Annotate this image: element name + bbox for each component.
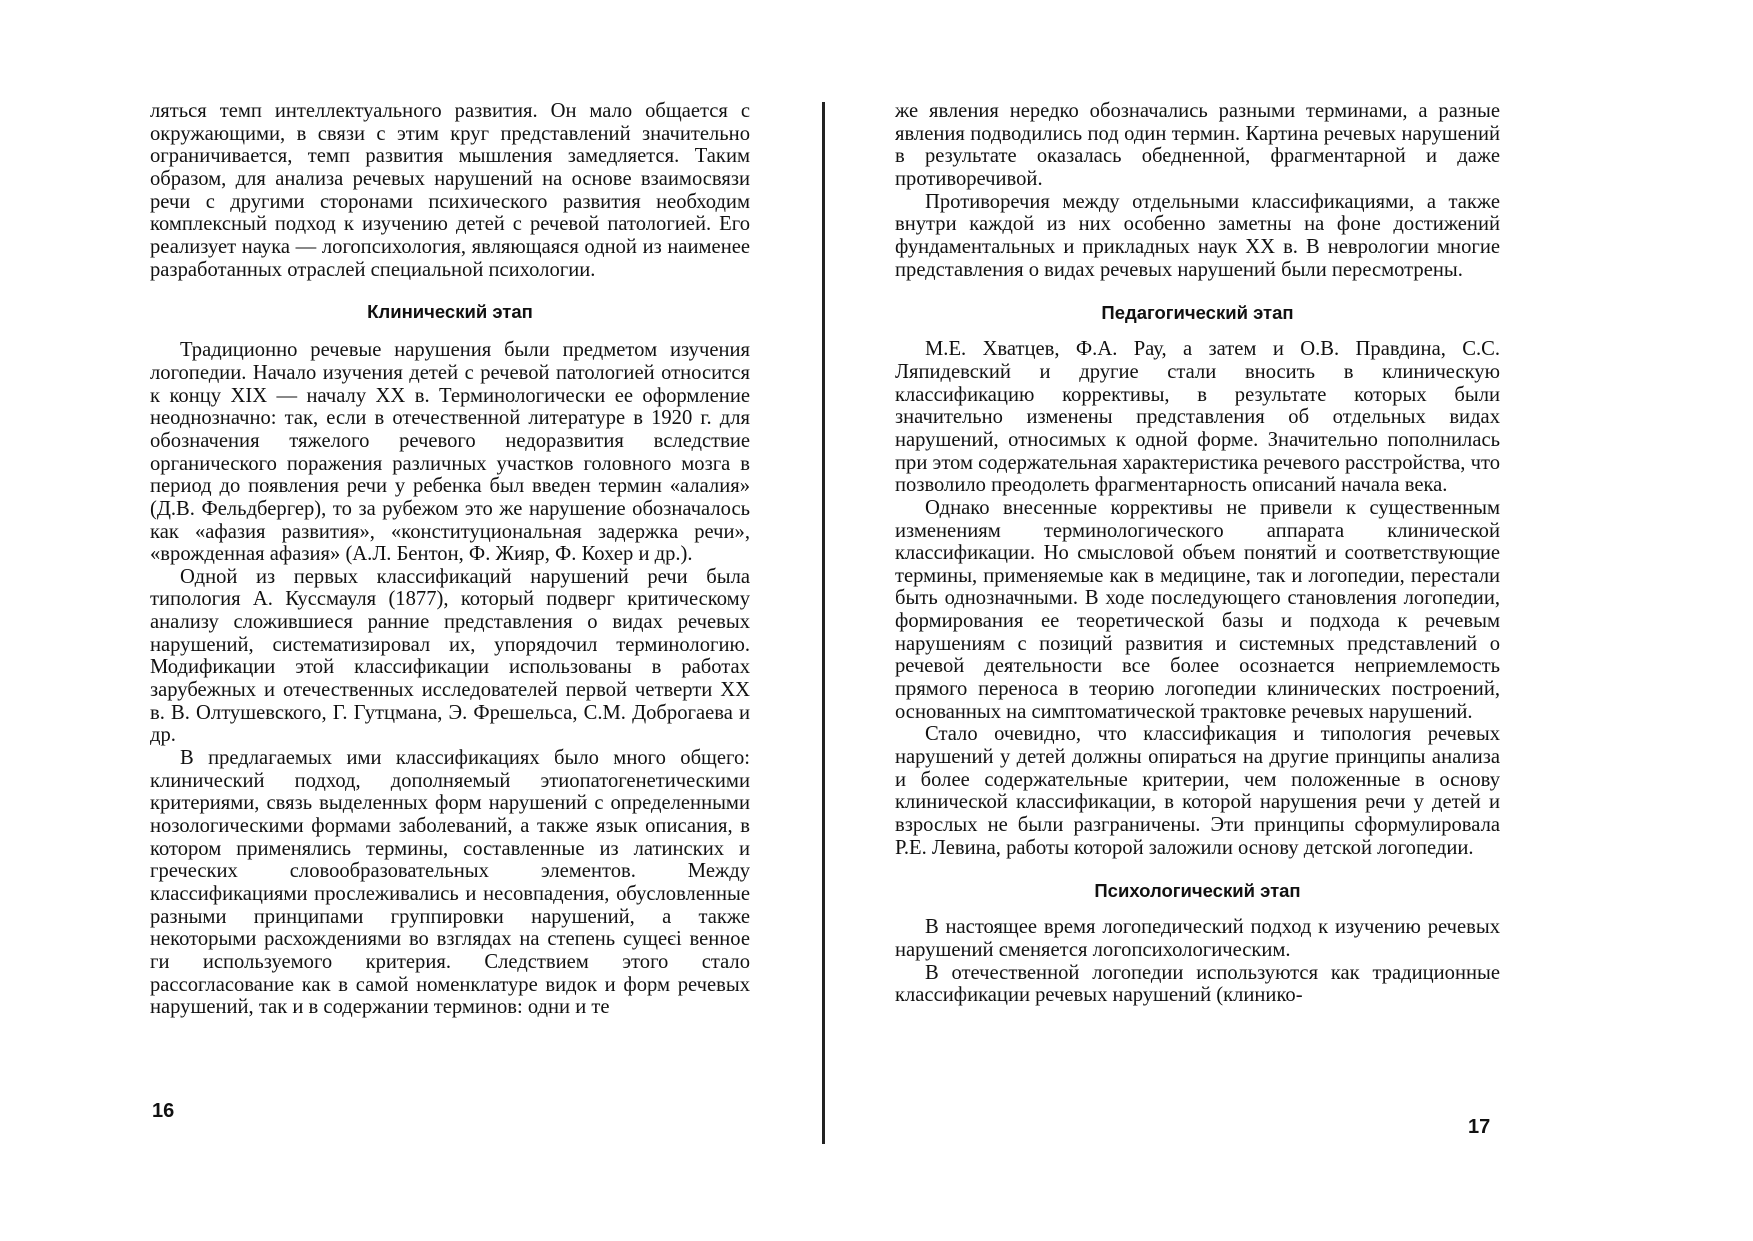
right-paragraph-5: В отечественной логопедии используются как традиционные классификации речевых нарушений (клинико- xyxy=(895,961,1500,1007)
left-paragraph-3: В предлагаемых ими классификациях было много общего: клинический подход, дополняемый этиопатогенетическими критериями, связь выделенных форм нарушений с определенными нозологическими формами заболеваний, а также язык описания, в котором применялись термины, составленные из латинских и греческих словообразовательных элементов. Между классификациями прослеживались и несовпадения, обусловленные разными принципами группировки нарушений, а также некоторыми расхождениями во взглядах на степень сущеєі венное ги используемого критерия. Следствием этого стало рассогласование как в самой номенклатуре видок и форм речевых нарушений, так и в содержании терминов: одни и те xyxy=(150,747,750,1019)
clinical-stage-heading: Клинический этап xyxy=(367,301,533,323)
right-paragraph-4: В настоящее время логопедический подход к изучению речевых нарушений сменяется логопсихологическим. xyxy=(895,916,1500,961)
right-paragraph-0: Противоречия между отдельными классификациями, а также внутри каждой из них особенно заметны на фоне достижений фундаментальных и прикладных наук XX в. В неврологии многие представления о видах речевых нарушений были пересмотрены. xyxy=(895,190,1500,281)
left-page-number: 16 xyxy=(152,1100,175,1122)
pedagogical-stage-heading: Педагогический этап xyxy=(1101,302,1294,324)
right-paragraph-3: Стало очевидно, что классификация и типология речевых нарушений у детей должны опираться на другие принципы анализа и более содержательные критерии, чем положенные в основу клинической классификации, в которой нарушения речи у детей и взрослых не были разграничены. Эти принципы сформулировала Р.Е. Левина, работы которой заложили основу детской логопедии. xyxy=(895,723,1500,859)
right-paragraph-1: М.Е. Хватцев, Ф.А. Рау, а затем и О.В. Правдина, С.С. Ляпидевский и другие стали вносить в клиническую классификацию коррективы, в результате которых были значительно изменены представления об отдельных видах нарушений, относимых к одной форме. Значительно пополнилась при этом содержательная характеристика речевого расстройства, что позволило преодолеть фрагментарность описаний начала века. xyxy=(895,338,1500,497)
right-page xyxy=(895,100,1500,1007)
left-intro-paragraph: ляться темп интеллектуального развития. Он мало общается с окружающими, в связи с этим круг представлений значительно ограничивается, темп развития мышления замедляется. Таким образом, для анализа речевых нарушений на основе взаимосвязи речи с другими сторонами психического развития необходим комплексный подход к изучению детей с речевой патологией. Его реализует наука — логопсихология, являющаяся одной из наименее разработанных отраслей специальной психологии. xyxy=(150,100,750,281)
right-intro-paragraph: же явления нередко обозначались разными терминами, а разные явления подводились под один термин. Картина речевых нарушений в результате оказалась обедненной, фрагментарной и даже противоречивой. xyxy=(895,100,1500,190)
right-paragraph-2: Однако внесенные коррективы не привели к существенным изменениям терминологического аппарата клинической классификации. Но смысловой объем понятий и соответствующие термины, применяемые как в медицине, так и логопедии, перестали быть однозначными. В ходе последующего становления логопедии, формирования ее теоретической базы и подхода к речевым нарушениям с позиций развития и системных представлений о речевой деятельности все более осознается неприемлемость прямого переноса в теорию логопедии клинических построений, основанных на симптоматической трактовке речевых нарушений. xyxy=(895,496,1500,723)
left-paragraph-2: Одной из первых классификаций нарушений речи была типология А. Куссмауля (1877), который подверг критическому анализу сложившиеся ранние представления о видах речевых нарушений, систематизировал их, упорядочил терминологию. Модификации этой классификации использованы в работах зарубежных и отечественных исследователей первой четверти XX в. В. Олтушевского, Г. Гутцмана, Э. Фрешельса, С.М. Доброгаева и др. xyxy=(150,565,750,747)
right-page-number: 17 xyxy=(1468,1116,1491,1138)
left-page xyxy=(150,100,750,1019)
psychological-stage-heading: Психологический этап xyxy=(1094,880,1301,902)
left-paragraph-1: Традиционно речевые нарушения были предметом изучения логопедии. Начало изучения детей с речевой патологией относится к концу XIX — началу XX в. Терминологически ее оформление неоднозначно: так, если в отечественной литературе в 1920 г. для обозначения тяжелого речевого недоразвития вследствие органического поражения различных участков головного мозга в период до появления речи у ребенка был введен термин «алалия» (Д.В. Фельдбергер), то за рубежом это же нарушение обозначалось как «афазия развития», «конституциональная задержка речи», «врожденная афазия» (А.Л. Бентон, Ф. Жияр, Ф. Кохер и др.). xyxy=(150,339,750,566)
page-divider xyxy=(822,102,825,1144)
